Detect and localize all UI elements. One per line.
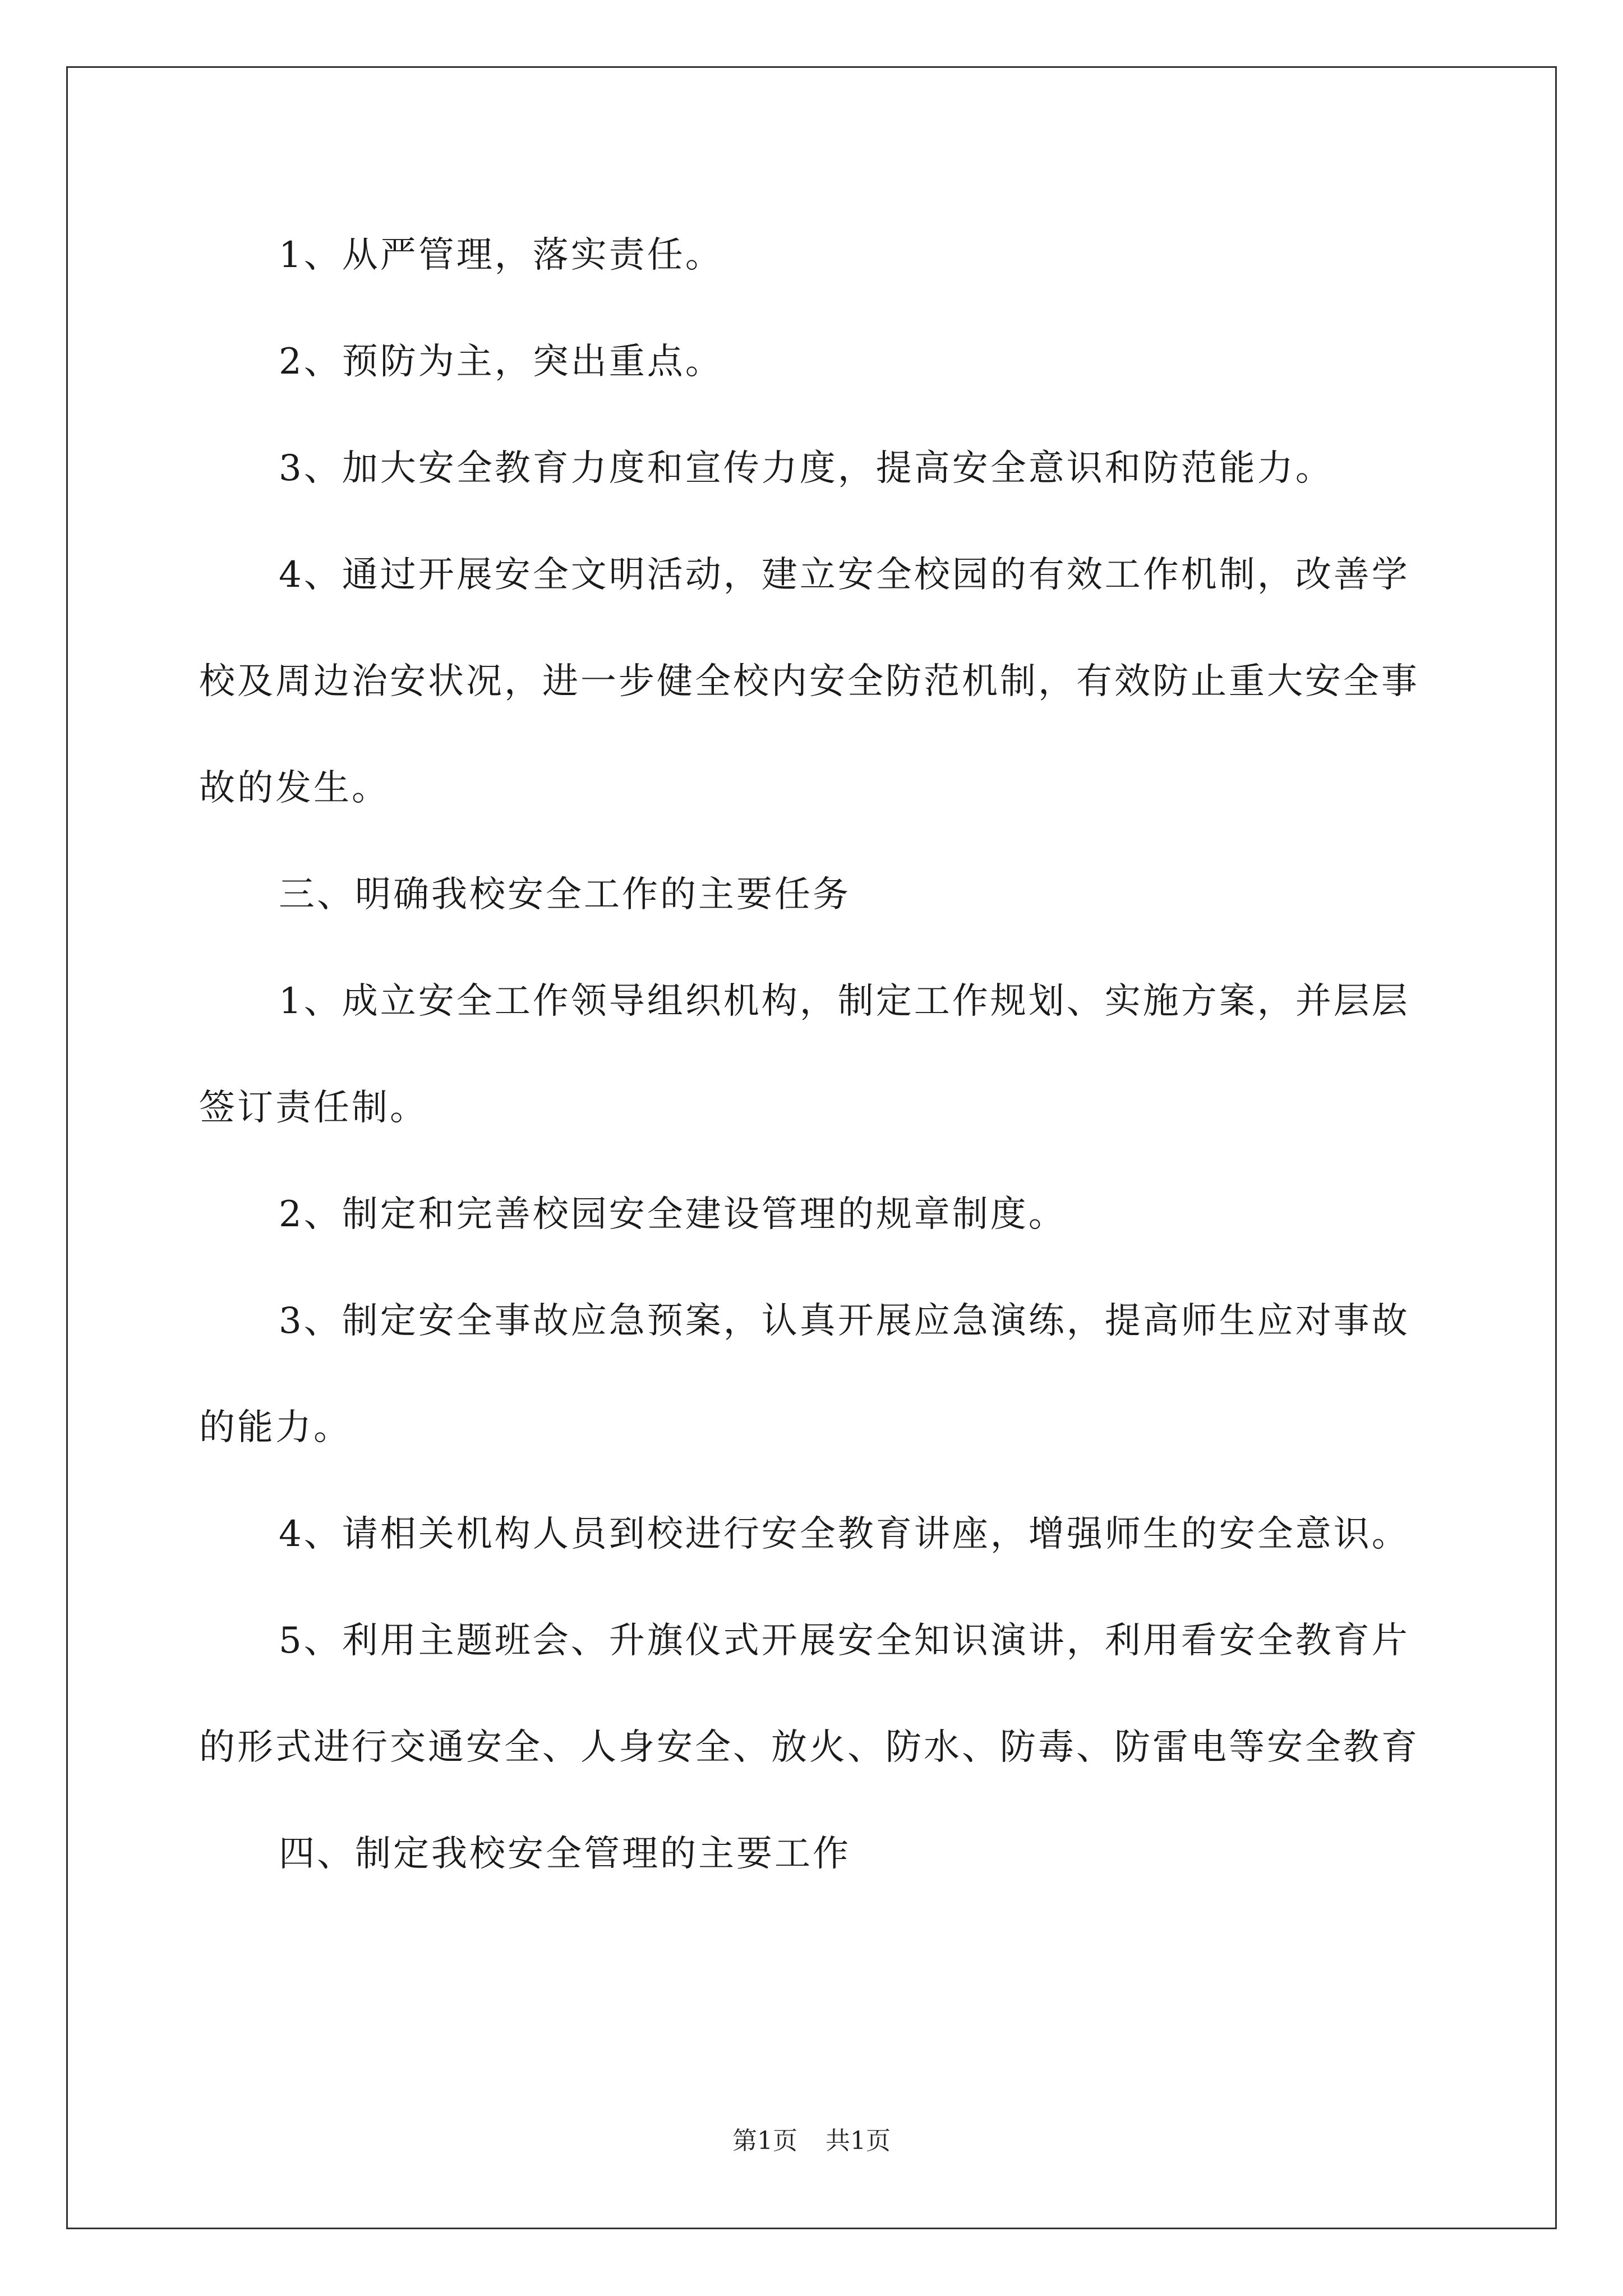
- paragraph: 3、加大安全教育力度和宣传力度，提高安全意识和防范能力。: [279, 448, 1334, 489]
- paragraph: 2、制定和完善校园安全建设管理的规章制度。: [279, 1194, 1067, 1235]
- paragraph: 4、请相关机构人员到校进行安全教育讲座，增强师生的安全意识。: [279, 1513, 1410, 1555]
- paragraph: 2、预防为主，突出重点。: [279, 341, 723, 383]
- page-number-total: 共1页: [826, 2127, 891, 2155]
- paragraph: 1、从严管理，落实责任。: [279, 234, 723, 276]
- page-number-current: 第1页: [732, 2127, 797, 2155]
- paragraph: 5、利用主题班会、升旗仪式开展安全知识演讲，利用看安全教育片的形式进行交通安全、人身安全、放火、防水、防毒、防雷电等安全教育: [199, 1620, 1419, 1768]
- paragraph: 3、制定安全事故应急预案，认真开展应急演练，提高师生应对事故的能力。: [199, 1300, 1410, 1448]
- page-footer: [0, 2120, 1623, 2156]
- paragraph: 1、成立安全工作领导组织机构，制定工作规划、实施方案，并层层签订责任制。: [199, 981, 1410, 1129]
- section-heading: 三、明确我校安全工作的主要任务: [279, 874, 851, 915]
- paragraph: 4、通过开展安全文明活动，建立安全校园的有效工作机制，改善学校及周边治安状况，进一步健全校内安全防范机制，有效防止重大安全事故的发生。: [199, 554, 1419, 809]
- section-heading: 四、制定我校安全管理的主要工作: [279, 1833, 851, 1875]
- document-body: [199, 202, 1427, 1907]
